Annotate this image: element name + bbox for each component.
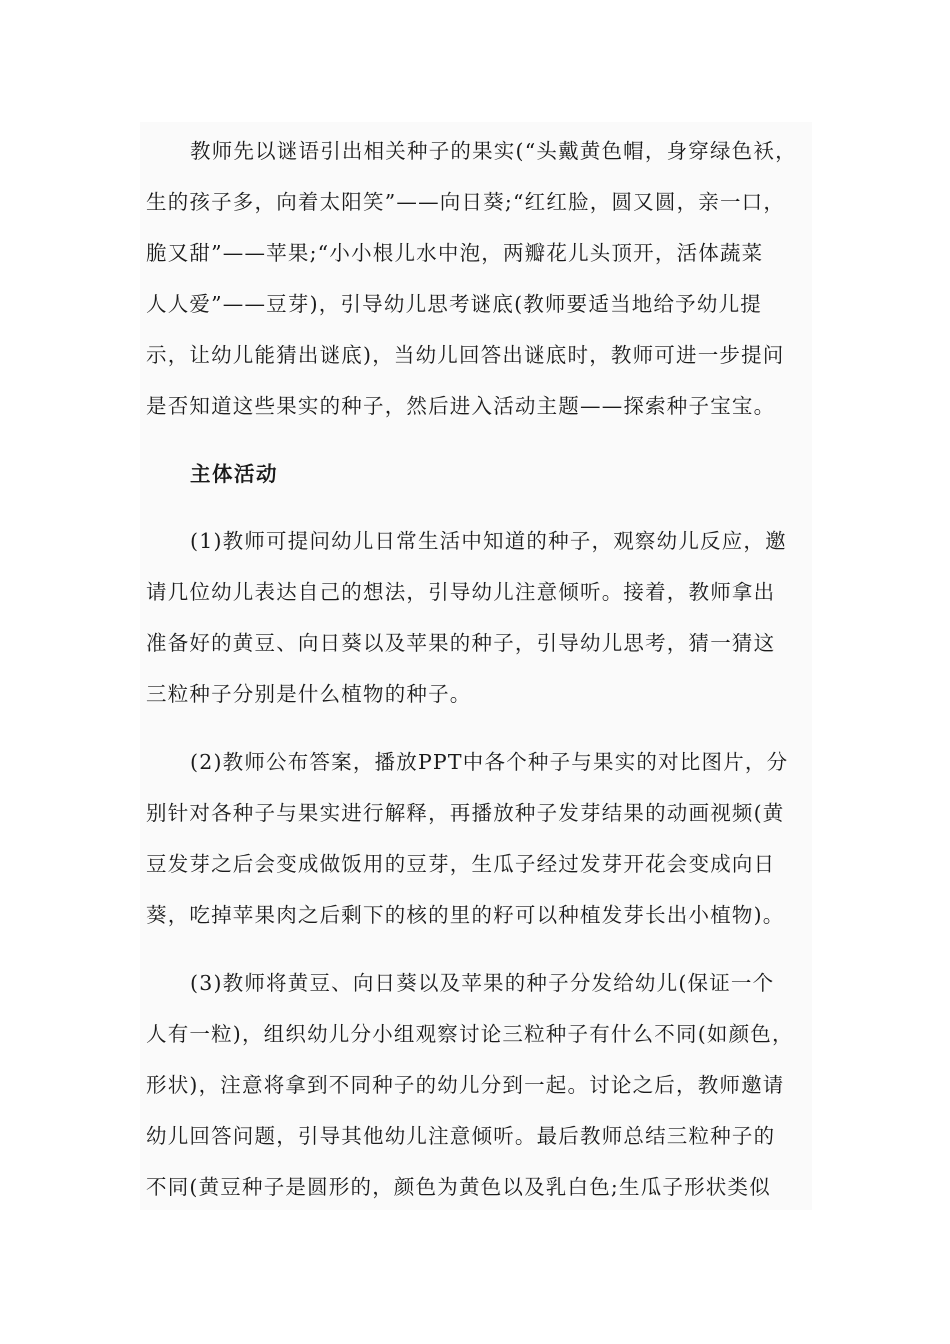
text-line: (3)教师将黄豆、向日葵以及苹果的种子分发给幼儿(保证一个 [190, 971, 775, 995]
text-line: 豆发芽之后会变成做饭用的豆芽，生瓜子经过发芽开花会变成向日 [146, 852, 776, 876]
text-line: 人有一粒)，组织幼儿分小组观察讨论三粒种子有什么不同(如颜色， [146, 1022, 794, 1046]
section-heading: 主体活动 [190, 462, 278, 486]
text-line: 人人爱”——豆芽)，引导幼儿思考谜底(教师要适当地给予幼儿提 [146, 292, 762, 316]
text-line: 是否知道这些果实的种子，然后进入活动主题——探索种子宝宝。 [146, 394, 776, 418]
text-line: 教师先以谜语引出相关种子的果实(“头戴黄色帽，身穿绿色袄， [190, 139, 797, 163]
text-line: 三粒种子分别是什么植物的种子。 [146, 682, 472, 706]
text-line: 脆又甜”——苹果;“小小根儿水中泡，两瓣花儿头顶开，活体蔬菜 [146, 241, 764, 265]
text-line: 准备好的黄豆、向日葵以及苹果的种子，引导幼儿思考，猜一猜这 [146, 631, 776, 655]
text-line: 生的孩子多，向着太阳笑”——向日葵;“红红脸，圆又圆，亲一口， [146, 190, 786, 214]
text-line: (2)教师公布答案，播放PPT中各个种子与果实的对比图片，分 [190, 750, 789, 774]
text-line: 别针对各种子与果实进行解释，再播放种子发芽结果的动画视频(黄 [146, 801, 785, 825]
step-3-paragraph [146, 958, 806, 1213]
text-line: (1)教师可提问幼儿日常生活中知道的种子，观察幼儿反应，邀 [190, 529, 787, 553]
step-2-paragraph [146, 737, 806, 941]
text-line: 形状)，注意将拿到不同种子的幼儿分到一起。讨论之后，教师邀请 [146, 1073, 785, 1097]
text-line: 示，让幼儿能猜出谜底)，当幼儿回答出谜底时，教师可进一步提问 [146, 343, 785, 367]
text-line: 幼儿回答问题，引导其他幼儿注意倾听。最后教师总结三粒种子的 [146, 1124, 776, 1148]
text-line: 葵，吃掉苹果肉之后剩下的核的里的籽可以种植发芽长出小植物)。 [146, 903, 785, 927]
step-1-paragraph [146, 516, 806, 720]
document-body [146, 126, 806, 1213]
text-line: 不同(黄豆种子是圆形的，颜色为黄色以及乳白色;生瓜子形状类似 [146, 1175, 771, 1199]
intro-paragraph [146, 126, 806, 432]
text-line: 请几位幼儿表达自己的想法，引导幼儿注意倾听。接着，教师拿出 [146, 580, 776, 604]
